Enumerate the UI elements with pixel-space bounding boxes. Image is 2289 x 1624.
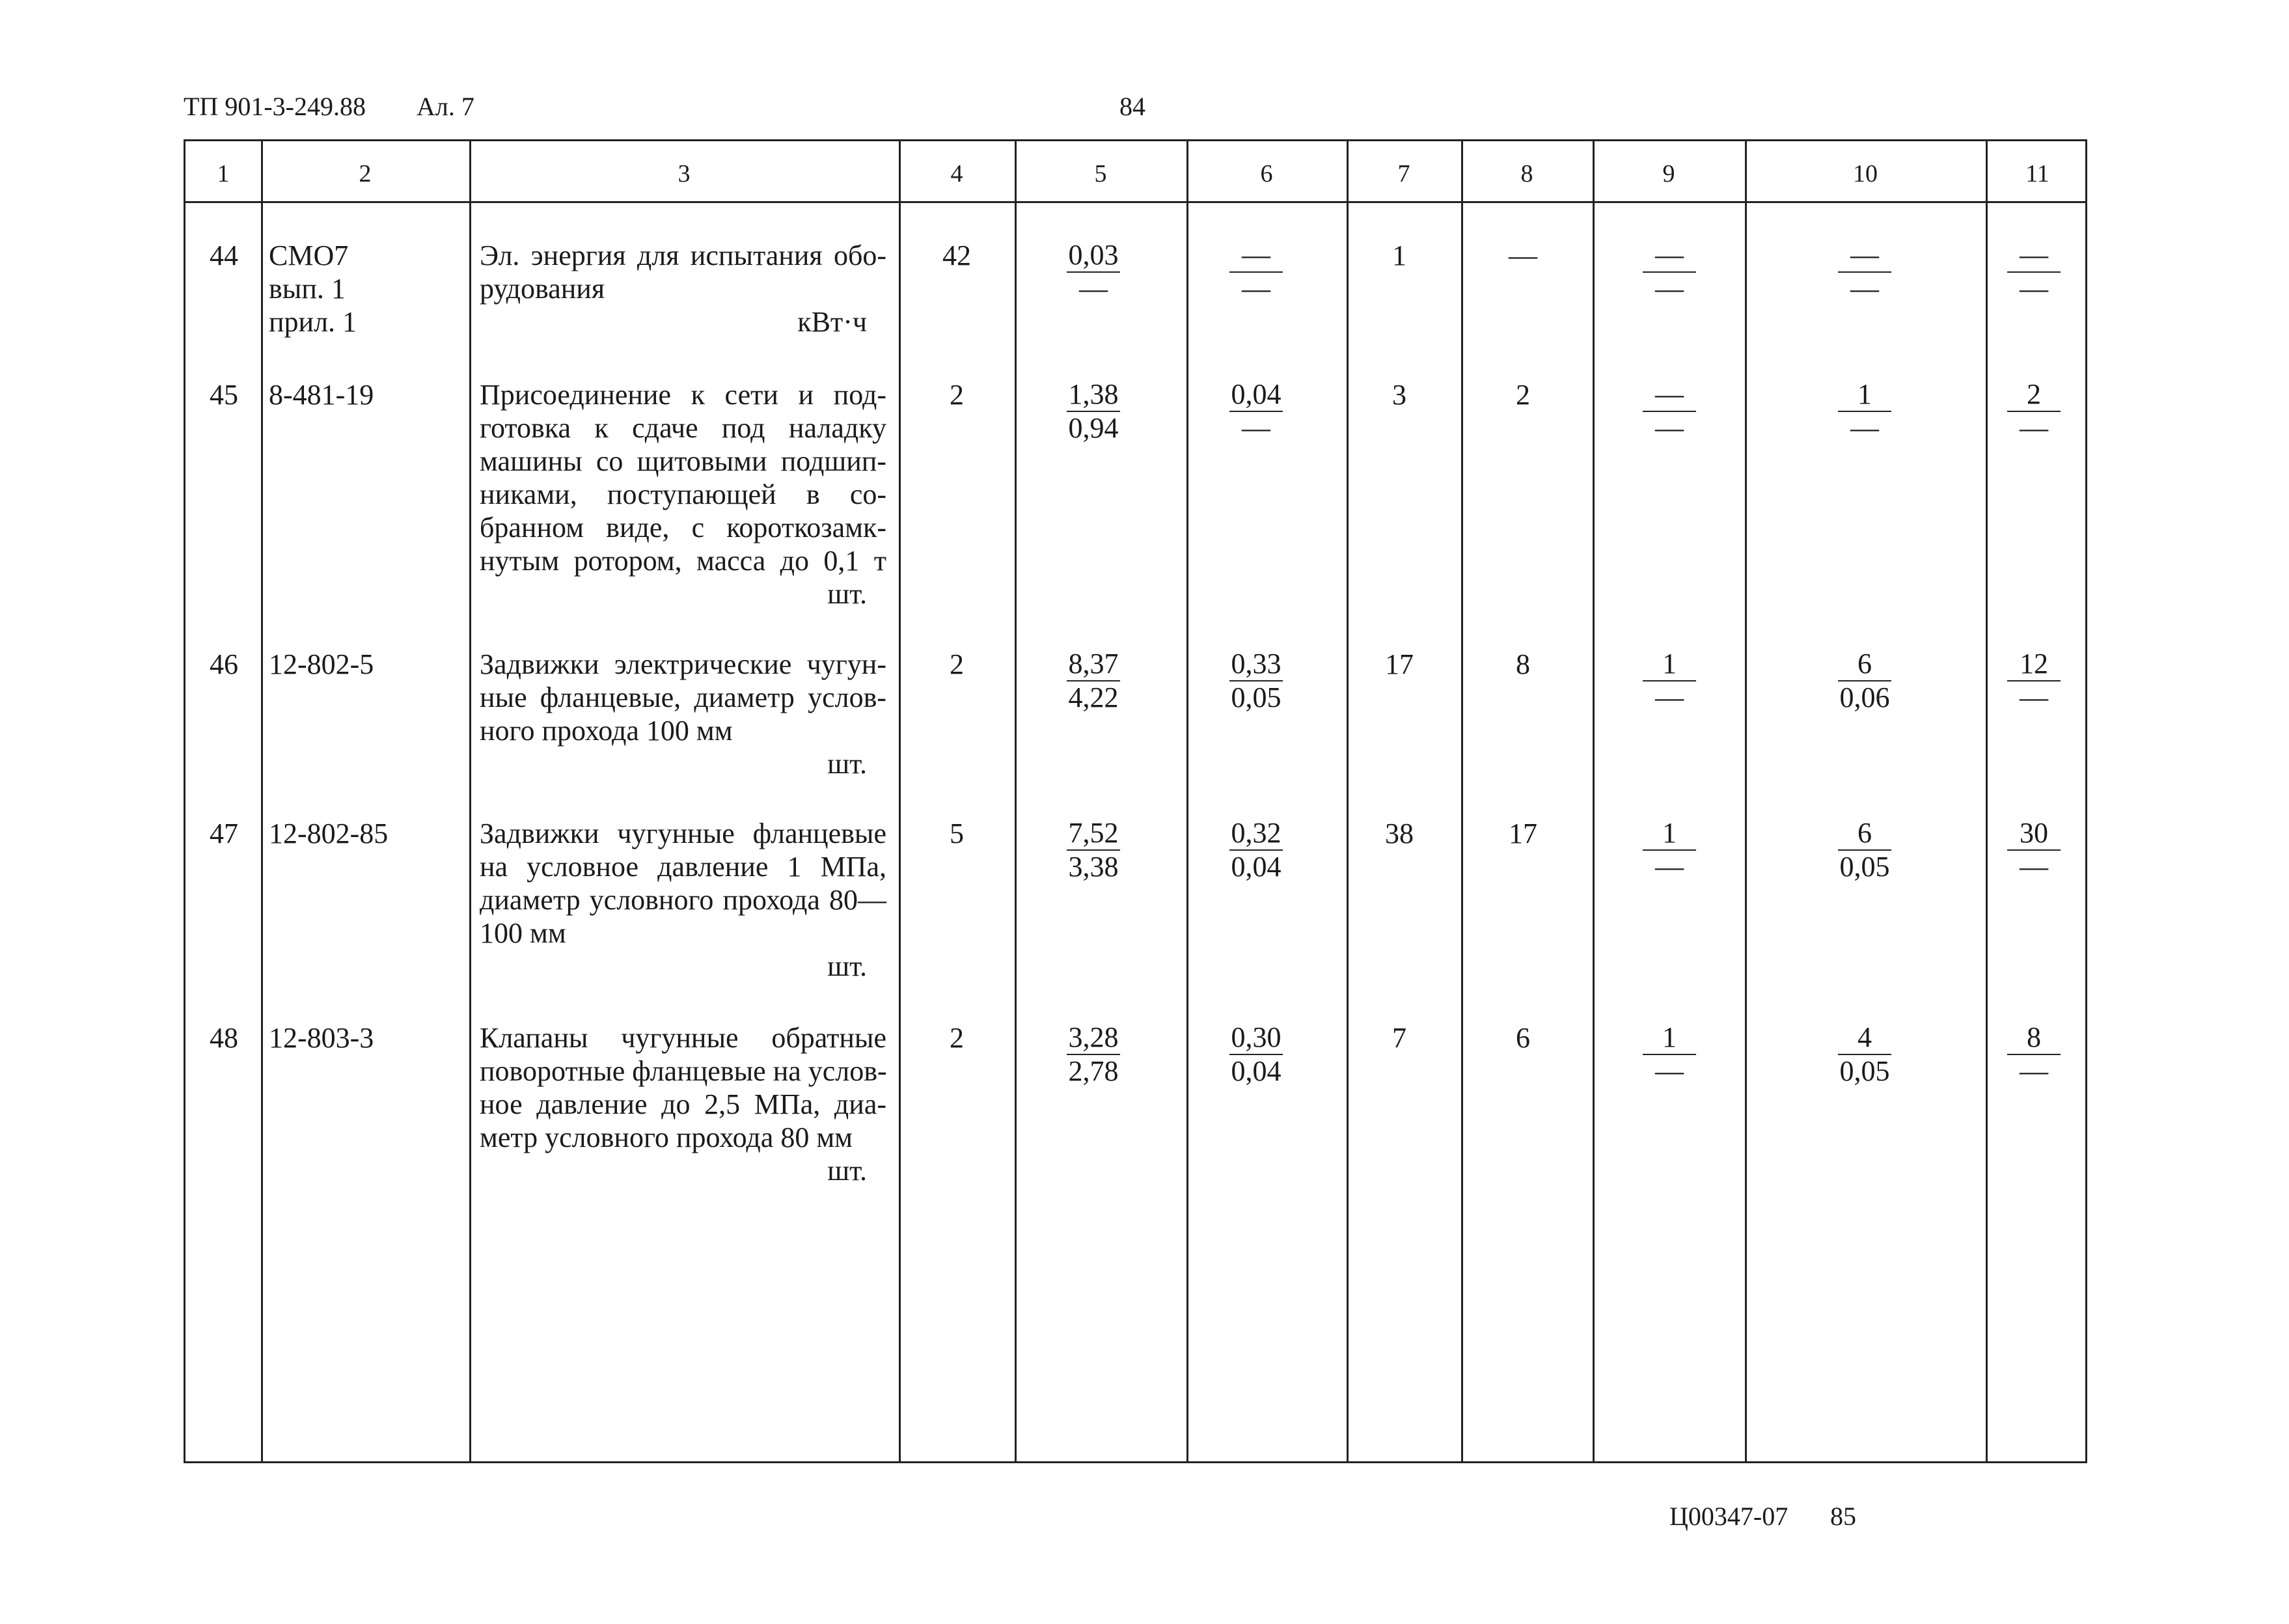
norm-code	[269, 1021, 464, 1054]
fraction-col11: 12 —	[1982, 648, 2086, 714]
fraction-col11: 2 —	[1982, 378, 2086, 445]
work-description	[480, 648, 886, 780]
work-description	[480, 378, 886, 611]
norm-code-line: СМО7	[269, 240, 349, 271]
column-number: 3	[678, 160, 691, 187]
quantity: 2	[950, 1022, 964, 1054]
fraction-col10: $\frac{6}{0,05}$	[1748, 817, 1982, 883]
norm-code-line: 12-802-85	[269, 818, 389, 849]
description-line: Присоединение к сети и под-	[480, 379, 886, 411]
unit-of-measure: шт.	[827, 748, 867, 780]
description-line: на условное давление 1 МПа,	[480, 851, 886, 883]
fraction-col6: — —	[1175, 239, 1337, 305]
unit-of-measure: шт.	[827, 950, 867, 982]
unit-of-measure: шт.	[827, 1155, 867, 1187]
column-divider	[1986, 141, 1988, 1461]
description-line: Клапаны чугунные обратные	[480, 1022, 886, 1054]
fraction-col11: 30 —	[1982, 817, 2086, 883]
footer-page-number: 85	[1830, 1502, 1856, 1531]
column-number: 4	[950, 160, 963, 187]
column-number: 7	[1397, 160, 1410, 187]
description-line: Задвижки чугунные фланцевые	[480, 818, 886, 849]
description-line: ного прохода 100 мм	[480, 715, 733, 747]
fraction-col5: $\frac{3,28}{2,78}$	[1012, 1021, 1175, 1088]
header-divider	[185, 201, 2085, 203]
norm-code-line: вып. 1	[269, 273, 346, 305]
description-line: Задвижки электрические чугун-	[480, 648, 886, 680]
column-divider	[469, 141, 471, 1461]
column-number: 8	[1520, 160, 1533, 187]
description-line: машины со щитовыми подшип-	[480, 445, 886, 477]
fraction-col9: — —	[1591, 378, 1748, 445]
norm-code-line: 12-803-3	[269, 1022, 374, 1054]
fraction-col9: 1 —	[1591, 1021, 1748, 1088]
description-line: бранном виде, с короткозамк-	[480, 512, 886, 544]
norm-code	[269, 378, 464, 411]
value-col8: 17	[1509, 818, 1537, 849]
document-id: Ц00347-07	[1669, 1502, 1789, 1531]
sheet-label: Ал. 7	[417, 92, 474, 121]
column-divider	[1593, 141, 1595, 1461]
work-description	[480, 817, 886, 983]
description-line: поворотные фланцевые на услов-	[480, 1055, 887, 1087]
page-number: 84	[1119, 92, 1145, 121]
fraction-col11: 8 —	[1982, 1021, 2086, 1088]
column-divider	[1461, 141, 1463, 1461]
norm-code-line: 8-481-19	[269, 379, 374, 411]
norm-code-line: 12-802-5	[269, 648, 374, 680]
fraction-col9: 1 —	[1591, 817, 1748, 883]
fraction-col5: 0,03 —	[1012, 239, 1175, 305]
description-line: Эл. энергия для испытания обо-	[480, 240, 886, 271]
column-number: 6	[1260, 160, 1273, 187]
fraction-col6: $\frac{0,30}{0,04}$	[1175, 1021, 1337, 1088]
column-number: 2	[359, 160, 372, 187]
fraction-col10: $\frac{4}{0,05}$	[1748, 1021, 1982, 1088]
value-col7: 7	[1392, 1022, 1406, 1054]
value-col8: 6	[1516, 1022, 1530, 1054]
norm-code	[269, 239, 464, 338]
work-description	[480, 1021, 886, 1187]
value-col8: 8	[1516, 648, 1530, 680]
unit-of-measure: кВт·ч	[797, 306, 867, 338]
quantity: 5	[950, 818, 964, 849]
fraction-col5: $\frac{8,37}{4,22}$	[1012, 648, 1175, 714]
column-number: 11	[2025, 160, 2049, 187]
fraction-col6: $\frac{0,33}{0,05}$	[1175, 648, 1337, 714]
description-line: диаметр условного прохода 80—	[480, 884, 886, 916]
description-line: ное давление до 2,5 МПа, диа-	[480, 1088, 886, 1120]
description-line: ные фланцевые, диаметр услов-	[480, 681, 886, 713]
value-col7: 1	[1392, 240, 1406, 271]
description-line: готовка к сдаче под наладку	[480, 412, 886, 444]
column-number: 5	[1094, 160, 1107, 187]
row-number: 44	[210, 240, 238, 271]
fraction-col9: 1 —	[1591, 648, 1748, 714]
description-line: метр условного прохода 80 мм	[480, 1122, 853, 1153]
quantity: 2	[950, 379, 964, 411]
document-code: ТП 901-3-249.88	[184, 92, 366, 121]
description-line: рудования	[480, 273, 605, 305]
value-col8: —	[1509, 240, 1537, 271]
fraction-col10: 1 —	[1748, 378, 1982, 445]
column-divider	[1745, 141, 1747, 1461]
row-number: 45	[210, 379, 238, 411]
description-line: никами, поступающей в со-	[480, 478, 886, 510]
work-description	[480, 239, 886, 338]
description-line: 100 мм	[480, 917, 566, 949]
row-number: 48	[210, 1022, 238, 1054]
fraction-col6: 0,04 —	[1175, 378, 1337, 445]
fraction-col11: — —	[1982, 239, 2086, 305]
fraction-col9: — —	[1591, 239, 1748, 305]
norm-code	[269, 648, 464, 681]
value-col7: 17	[1385, 648, 1414, 680]
column-number: 9	[1662, 160, 1675, 187]
column-divider	[899, 141, 901, 1461]
value-col7: 3	[1392, 379, 1406, 411]
column-number: 10	[1853, 160, 1878, 187]
row-number: 46	[210, 648, 238, 680]
value-col8: 2	[1516, 379, 1530, 411]
column-divider	[1347, 141, 1349, 1461]
value-col7: 38	[1385, 818, 1414, 849]
column-divider	[1186, 141, 1188, 1461]
column-divider	[1015, 141, 1017, 1461]
quantity: 2	[950, 648, 964, 680]
norm-code	[269, 817, 464, 850]
fraction-col5: $\frac{7,52}{3,38}$	[1012, 817, 1175, 883]
column-divider	[261, 141, 263, 1461]
row-number: 47	[210, 818, 238, 849]
column-number: 1	[217, 160, 230, 187]
fraction-col10: $\frac{6}{0,06}$	[1748, 648, 1982, 714]
fraction-col6: $\frac{0,32}{0,04}$	[1175, 817, 1337, 883]
estimate-table	[184, 139, 2087, 1463]
fraction-col10: — —	[1748, 239, 1982, 305]
unit-of-measure: шт.	[827, 578, 867, 610]
fraction-col5: $\frac{1,38}{0,94}$	[1012, 378, 1175, 445]
description-line: нутым ротором, масса до 0,1 т	[480, 545, 886, 577]
norm-code-line: прил. 1	[269, 306, 357, 338]
quantity: 42	[942, 240, 971, 271]
